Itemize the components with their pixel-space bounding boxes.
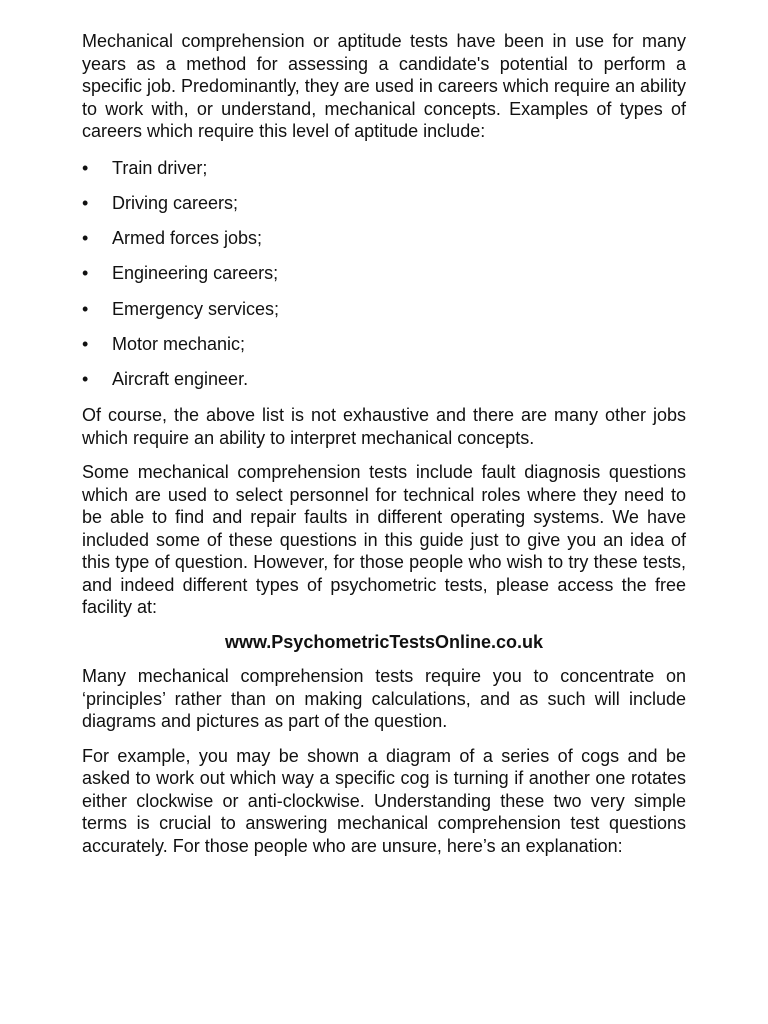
bullet-icon: • — [82, 228, 89, 249]
list-item-text: Aircraft engineer. — [112, 369, 249, 390]
list-item-text: Emergency services; — [112, 298, 280, 319]
fault-diagnosis-paragraph: Some mechanical comprehension tests include fault diagnosis questions which are used to select personnel for technical roles where they need to be able to find and repair faults in different operating systems. We have included some of these questions in this guide just to give you an idea of this type of question. However, for those people who wish to try these tests, and indeed different types of psychometric tests, please access the free facility at: — [82, 462, 686, 618]
list-item — [82, 298, 686, 322]
bullet-icon: • — [82, 333, 89, 354]
exhaustive-paragraph: Of course, the above list is not exhaustive and there are many other jobs which require an ability to interpret mechanical concepts. — [82, 405, 686, 448]
website-link[interactable]: www.PsychometricTestsOnline.co.uk — [224, 631, 544, 652]
cogs-paragraph: For example, you may be shown a diagram of a series of cogs and be asked to work out which way a specific cog is turning if another one rotates either clockwise or anti-clockwise. Understanding these two very simple terms is crucial to answering mechanical comprehension test questions accurately. For those people who are unsure, here’s an explanation: — [82, 745, 686, 856]
list-item-text: Driving careers; — [112, 192, 239, 213]
list-item-text: Armed forces jobs; — [112, 228, 263, 249]
list-item — [82, 368, 686, 392]
bullet-icon: • — [82, 157, 89, 178]
list-item — [82, 192, 686, 216]
bullet-icon: • — [82, 298, 89, 319]
list-item — [82, 262, 686, 286]
bullet-icon: • — [82, 263, 89, 284]
document-page — [82, 30, 686, 869]
list-item — [82, 157, 686, 181]
list-item-text: Motor mechanic; — [112, 333, 246, 354]
bullet-icon: • — [82, 192, 89, 213]
careers-list — [82, 157, 686, 393]
principles-paragraph: Many mechanical comprehension tests require you to concentrate on ‘principles’ rather than on making calculations, and as such will include diagrams and pictures as part of the question. — [82, 666, 686, 732]
bullet-icon: • — [82, 369, 89, 390]
list-item — [82, 227, 686, 251]
list-item-text: Engineering careers; — [112, 263, 279, 284]
list-item — [82, 333, 686, 357]
intro-paragraph: Mechanical comprehension or aptitude tests have been in use for many years as a method for assessing a candidate's potential to perform a specific job. Predominantly, they are used in careers which require an ability to work with, or understand, mechanical concepts. Examples of types of careers which require this level of aptitude include: — [82, 31, 686, 141]
list-item-text: Train driver; — [112, 157, 208, 178]
